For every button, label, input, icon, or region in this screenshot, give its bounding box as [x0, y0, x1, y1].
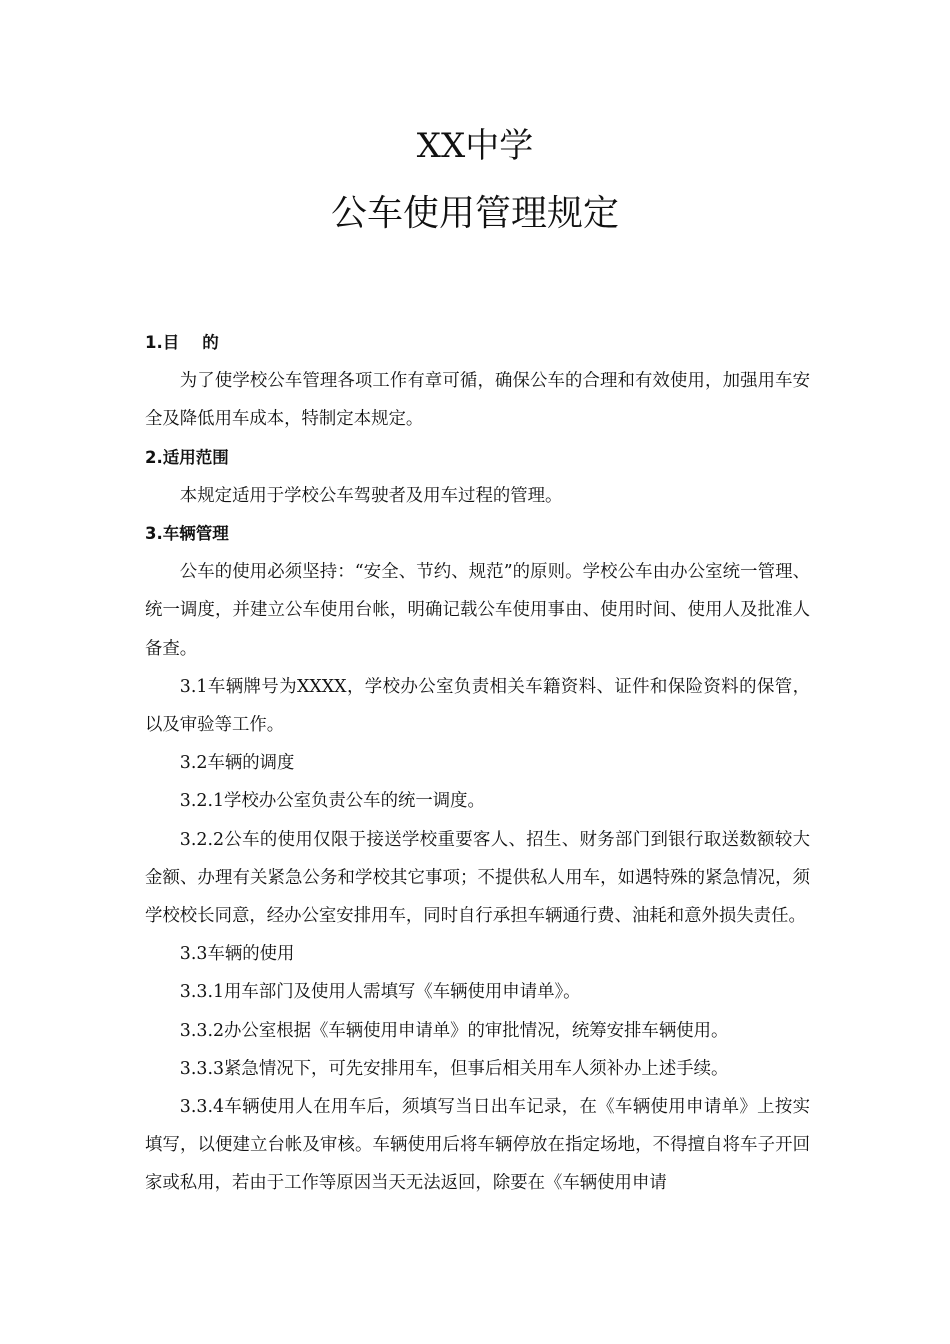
section-heading-vehicle-management: 3.车辆管理 — [145, 524, 229, 544]
paragraph-3-2: 3.2车辆的调度 — [179, 753, 295, 774]
document-title-school: XX中学 — [416, 126, 534, 166]
paragraph-3-3-2: 3.3.2办公室根据《车辆使用申请单》的审批情况，统筹安排车辆使用。 — [179, 1020, 729, 1041]
document-body — [145, 324, 810, 1203]
section-heading-scope: 2.适用范围 — [145, 447, 229, 467]
paragraph-3-2-1: 3.2.1学校办公室负责公车的统一调度。 — [179, 791, 485, 812]
paragraph-3-3-1: 3.3.1用车部门及使用人需填写《车辆使用申请单》。 — [179, 982, 581, 1003]
paragraph-purpose: 为了使学校公车管理各项工作有章可循，确保公车的合理和有效使用，加强用车安全及降低用车成本，特制定本规定。 — [145, 371, 810, 430]
section-heading-purpose: 1.目 的 — [145, 333, 219, 352]
paragraph-3-1: 3.1车辆牌号为XXXX，学校办公室负责相关车籍资料、证件和保险资料的保管，以及审验等工作。 — [145, 676, 810, 736]
paragraph-3-3: 3.3车辆的使用 — [179, 944, 295, 965]
paragraph-3-3-4: 3.3.4车辆使用人在用车后，须填写当日出车记录，在《车辆使用申请单》上按实填写，以便建立台帐及审核。车辆使用后将车辆停放在指定场地，不得擅自将车子开回家或私用，若由于工作等原因当天无法返回，除要在《车辆使用申请 — [145, 1097, 810, 1194]
paragraph-principles: 公车的使用必须坚持：“安全、节约、规范”的原则。学校公车由办公室统一管理、统一调度，并建立公车使用台帐，明确记载公车使用事由、使用时间、使用人及批准人备查。 — [145, 562, 810, 659]
paragraph-scope: 本规定适用于学校公车驾驶者及用车过程的管理。 — [179, 485, 563, 506]
paragraph-3-2-2: 3.2.2公车的使用仅限于接送学校重要客人、招生、财务部门到银行取送数额较大金额、办理有关紧急公务和学校其它事项；不提供私人用车，如遇特殊的紧急情况，须学校校长同意，经办公室安排用车，同时自行承担车辆通行费、油耗和意外损失责任。 — [145, 829, 810, 927]
document-title-main: 公车使用管理规定 — [330, 193, 619, 234]
paragraph-3-3-3: 3.3.3紧急情况下，可先安排用车，但事后相关用车人须补办上述手续。 — [179, 1058, 729, 1079]
